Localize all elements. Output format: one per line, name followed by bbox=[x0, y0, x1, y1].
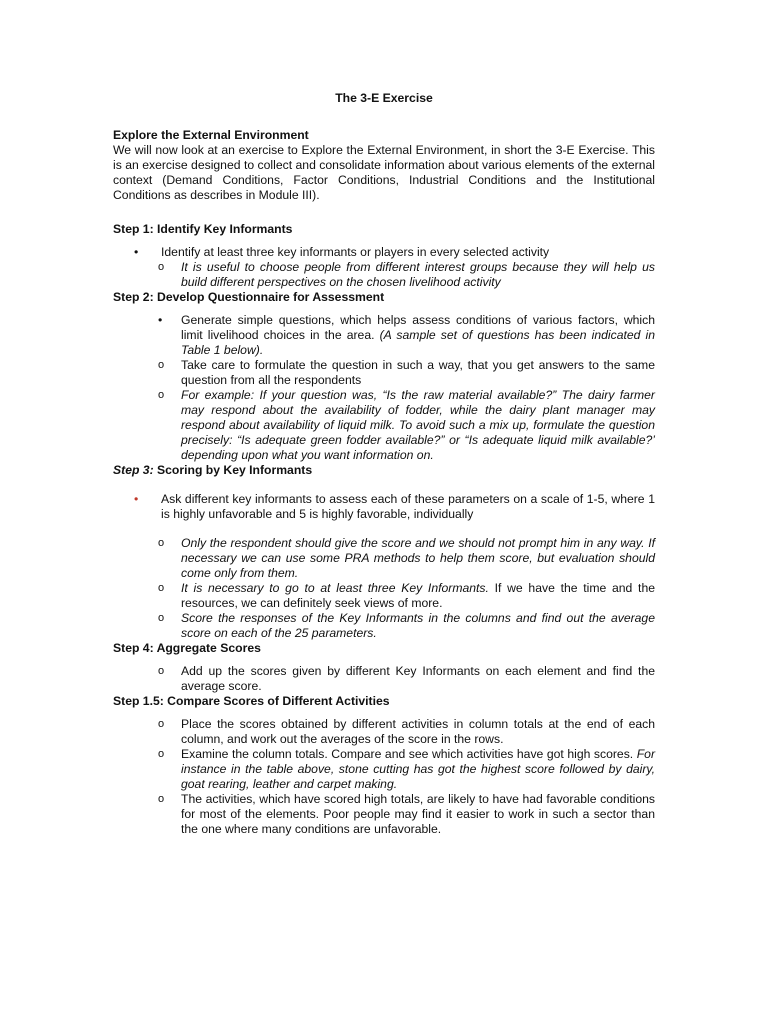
step2-sub2-text: For example: If your question was, “Is the raw material available?” The dairy farmer may respond about the availability of fodder, while the dairy plant manager may respond about availability of liquid milk. To avoid such a mix up, formulate the question precisely: “Is adequate green fodder available?” or “Is adequate liquid milk available?’ depending upon what you want information on. bbox=[181, 388, 655, 462]
bullet-marker: • bbox=[134, 492, 139, 506]
step4-heading: Step 4: Aggregate Scores bbox=[113, 641, 261, 655]
step5-sub2-text: Examine the column totals. Compare and see which activities have got high scores. bbox=[181, 747, 634, 761]
bullet-marker: • bbox=[158, 313, 163, 327]
bullet-marker: • bbox=[134, 245, 139, 259]
sub-marker: o bbox=[158, 718, 165, 730]
step3-subitem-3 bbox=[113, 611, 655, 641]
step3-subitem-1 bbox=[113, 536, 655, 581]
step3-heading-text: Scoring by Key Informants bbox=[153, 463, 313, 477]
sub-marker: o bbox=[158, 612, 165, 624]
step3-bullet bbox=[113, 492, 655, 522]
step3-sub3-text: Score the responses of the Key Informants in the columns and find out the average score on each of the 25 parameters. bbox=[181, 611, 655, 640]
document-page bbox=[113, 91, 655, 837]
sub-marker: o bbox=[158, 359, 165, 371]
sub-marker: o bbox=[158, 261, 165, 273]
sub-marker: o bbox=[158, 537, 165, 549]
step2-heading: Step 2: Develop Questionnaire for Assessment bbox=[113, 290, 385, 304]
step5-heading: Step 1.5: Compare Scores of Different Activities bbox=[113, 694, 390, 708]
step3-heading bbox=[113, 463, 655, 478]
step3-sub2-italic: It is necessary to go to at least three Key Informants. bbox=[181, 581, 489, 595]
step3-heading-number: Step 3: bbox=[113, 463, 154, 477]
step2-sub1-text: Take care to formulate the question in such a way, that you get answers to the same question from all the respondents bbox=[181, 358, 655, 387]
step1-sub-text: It is useful to choose people from different interest groups because they will help us build different perspectives on the chosen livelihood activity bbox=[181, 260, 655, 289]
step5-subitem-1 bbox=[113, 717, 655, 747]
sub-marker: o bbox=[158, 748, 165, 760]
step5-sub3-text: The activities, which have scored high totals, are likely to have had favorable conditions for most of the elements. Poor people may find it easier to work in such a sector than the one where many conditions are unfavorable. bbox=[181, 792, 655, 836]
step1-bullet-text: Identify at least three key informants or players in every selected activity bbox=[161, 245, 550, 259]
sub-marker: o bbox=[158, 582, 165, 594]
step4-subitem bbox=[113, 664, 655, 694]
step2-bullet-note: (A sample set of questions has been indicated in Table 1 below). bbox=[181, 328, 656, 357]
intro-paragraph: We will now look at an exercise to Explore the External Environment, in short the 3-E Exercise. This is an exercise designed to collect and consolidate information about various elements of the external context (Demand Conditions, Factor Conditions, Industrial Conditions and the Institutional Conditions as describes in Module III). bbox=[113, 143, 655, 202]
step3-subitem-2 bbox=[113, 581, 655, 611]
sub-marker: o bbox=[158, 793, 165, 805]
step5-subitem-2 bbox=[113, 747, 655, 792]
step1-heading: Step 1: Identify Key Informants bbox=[113, 222, 293, 236]
step2-bullet-text: Generate simple questions, which helps assess conditions of various factors, which limit livelihood choices in the area. bbox=[181, 313, 655, 342]
sub-marker: o bbox=[158, 389, 165, 401]
intro-heading: Explore the External Environment bbox=[113, 128, 309, 142]
step5-sub1-text: Place the scores obtained by different activities in column totals at the end of each column, and work out the averages of the score in the rows. bbox=[181, 717, 655, 746]
step2-subitem-1 bbox=[113, 358, 655, 388]
step2-subitem-2 bbox=[113, 388, 655, 463]
sub-marker: o bbox=[158, 665, 165, 677]
step3-bullet-text: Ask different key informants to assess each of these parameters on a scale of 1-5, where 1 is highly unfavorable and 5 is highly favorable, individually bbox=[161, 492, 655, 521]
document-title: The 3-E Exercise bbox=[335, 91, 433, 105]
step5-sub2-italic: For instance in the table above, stone cutting has got the highest score followed by dairy, goat rearing, leather and carpet making. bbox=[181, 747, 655, 791]
step3-sub1-text: Only the respondent should give the score and we should not prompt him in any way. If necessary we can use some PRA methods to help them score, but evaluation should come only from them. bbox=[181, 536, 655, 580]
step3-sub2-text: If we have the time and the resources, we can definitely seek views of more. bbox=[181, 581, 655, 610]
step5-subitem-3 bbox=[113, 792, 655, 837]
step1-bullet bbox=[113, 245, 655, 260]
step1-subitem bbox=[113, 260, 655, 290]
step4-sub-text: Add up the scores given by different Key Informants on each element and find the average score. bbox=[181, 664, 655, 693]
spacer bbox=[113, 203, 655, 218]
step2-bullet bbox=[113, 313, 655, 358]
